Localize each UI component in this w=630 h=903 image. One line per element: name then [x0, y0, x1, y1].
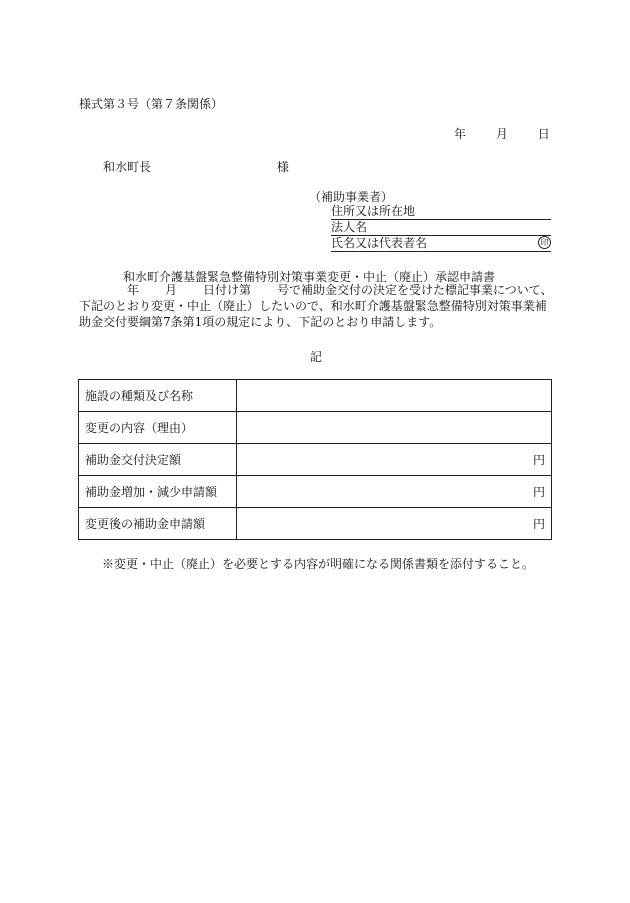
table-row [79, 380, 552, 412]
row-label: 補助金交付決定額 [79, 444, 237, 476]
date-month: 月 [495, 127, 508, 141]
body-month: 月 [165, 283, 178, 297]
row-label: 変更の内容（理由） [79, 412, 237, 444]
row-value: 円 [237, 508, 552, 540]
date-year: 年 [454, 127, 467, 141]
document-title: 和水町介護基盤緊急整備特別対策事業変更・中止（廃止）承認申請書 [123, 270, 496, 284]
body-day-prefix: 日付け第 [203, 283, 252, 297]
representative-field [331, 236, 551, 252]
document-body [79, 282, 554, 330]
row-label: 施設の種類及び名称 [79, 380, 237, 412]
form-number: 様式第３号（第７条関係） [79, 97, 224, 111]
applicant-heading: （補助事業者） [309, 190, 394, 204]
table-row [79, 444, 552, 476]
application-table [78, 379, 552, 540]
seal-icon: 印 [538, 236, 551, 249]
date-day: 日 [537, 127, 550, 141]
addressee [103, 158, 289, 175]
row-value: 円 [237, 476, 552, 508]
row-label: 補助金増加・減少申請額 [79, 476, 237, 508]
corporation-field [331, 220, 551, 236]
body-text: 号で補助金交付の決定を受けた標記事業について、下記のとおり変更・中止（廃止）したいので、和水町介護基盤緊急整備特別対策事業補助金交付要綱第7条第1項の規定により、下記のとおり申請します。 [79, 283, 553, 329]
row-label: 変更後の補助金申請額 [79, 508, 237, 540]
ki-heading: 記 [310, 350, 323, 364]
attachment-note: ※変更・中止（廃止）を必要とする内容が明確になる関係書類を添付すること。 [102, 557, 535, 571]
address-field [331, 204, 551, 220]
address-label: 住所又は所在地 [331, 204, 416, 218]
corporation-label: 法人名 [331, 220, 368, 234]
honorific: 様 [276, 160, 289, 174]
body-year: 年 [127, 283, 140, 297]
representative-label: 氏名又は代表者名 [331, 236, 428, 250]
table-row [79, 508, 552, 540]
table-row [79, 476, 552, 508]
table-row [79, 412, 552, 444]
row-value: 円 [237, 444, 552, 476]
addressee-name: 和水町長 [103, 160, 152, 174]
row-value [237, 380, 552, 412]
date-line [454, 125, 550, 142]
row-value [237, 412, 552, 444]
